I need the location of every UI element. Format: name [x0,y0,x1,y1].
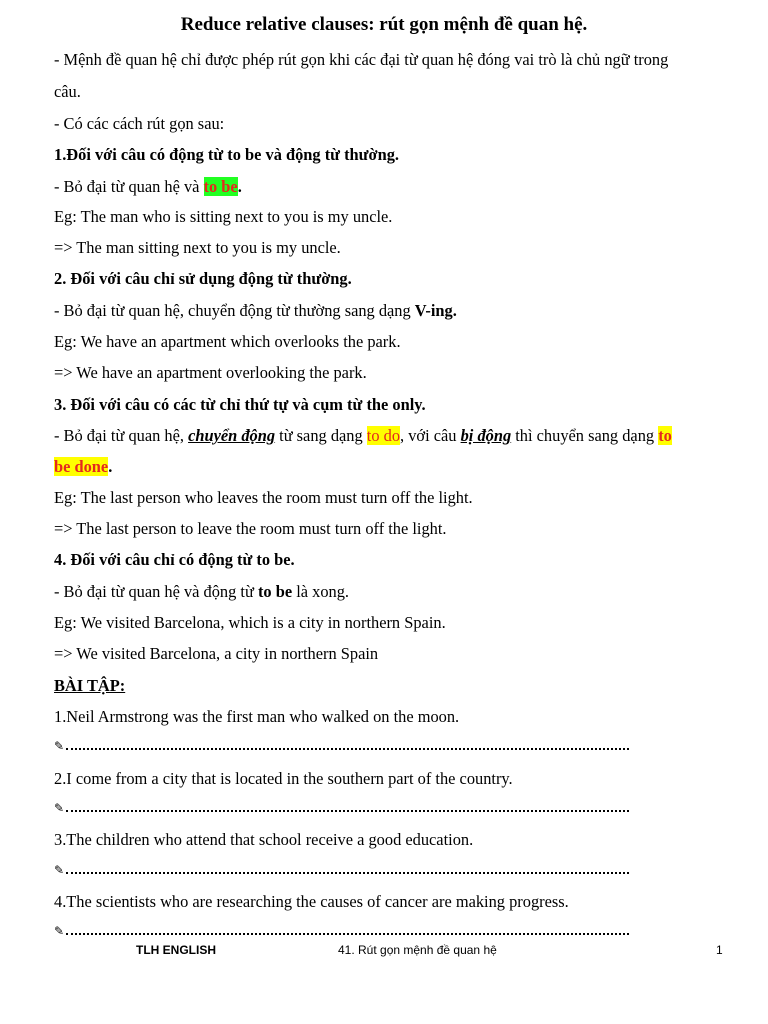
page-number: 1 [716,943,723,957]
section-4-result: => We visited Barcelona, a city in northern Spain [54,644,379,663]
rule-text-4: thì chuyển sang dạng [511,426,659,445]
rule-end: là xong. [292,582,350,601]
answer-line[interactable] [54,857,629,877]
section-4-heading: 4. Đối với câu chỉ có động từ to be. [54,550,295,569]
answer-line[interactable] [54,795,629,815]
footer-brand: TLH ENGLISH [136,943,216,957]
exercise-item: 1.Neil Armstrong was the first man who walked on the moon. [54,707,460,726]
exercise-item: 2.I come from a city that is located in the southern part of the country. [54,769,513,788]
pencil-icon: ✎ [54,924,65,938]
rule-emphasis-2: bị động [460,426,512,445]
section-1-rule [54,177,724,197]
exercise-item: 3.The children who attend that school receive a good education. [54,830,474,849]
pencil-icon: ✎ [54,863,65,877]
section-1-heading: 1.Đối với câu có động từ to be và động từ thường. [54,145,399,164]
section-3-example: Eg: The last person who leaves the room must turn off the light. [54,488,473,507]
highlight-to-do: to do [366,426,401,445]
dotted-line [66,919,629,935]
intro-line-2: - Có các cách rút gọn sau: [54,114,225,133]
rule-text: - Bỏ đại từ quan hệ và [54,177,204,196]
highlight-to: to [658,426,672,445]
section-1-result: => The man sitting next to you is my uncle. [54,238,341,257]
answer-line[interactable] [54,918,629,938]
footer-title: 41. Rút gọn mệnh đề quan hệ [338,943,497,957]
page-footer [0,943,768,961]
rule-end: . [108,457,113,476]
dotted-line [66,734,629,750]
pencil-icon: ✎ [54,739,65,753]
rule-text: - Bỏ đại từ quan hệ, [54,426,189,445]
highlight-to-be: to be [203,177,238,196]
rule-text: - Bỏ đại từ quan hệ và động từ [54,582,258,601]
intro-line-1: - Mệnh đề quan hệ chỉ được phép rút gọn khi các đại từ quan hệ đóng vai trò là chủ ngữ trong [54,50,669,69]
section-2-rule [54,301,724,321]
exercise-item: 4.The scientists who are researching the causes of cancer are making progress. [54,892,569,911]
section-3-rule [54,426,724,446]
intro-line-1-cont: câu. [54,82,81,101]
section-3-result: => The last person to leave the room must turn off the light. [54,519,447,538]
rule-text: - Bỏ đại từ quan hệ, chuyển động từ thường sang dạng [54,301,415,320]
dotted-line [66,796,629,812]
rule-emphasis-1: chuyển động [188,426,276,445]
exercises-heading: BÀI TẬP: [54,676,126,695]
pencil-icon: ✎ [54,801,65,815]
section-3-heading: 3. Đối với câu có các từ chỉ thứ tự và cụm từ the only. [54,395,426,414]
page-title: Reduce relative clauses: rút gọn mệnh đề quan hệ. [180,14,588,35]
section-2-result: => We have an apartment overlooking the park. [54,363,367,382]
rule-bold: V-ing. [414,301,457,320]
dotted-line [66,858,629,874]
section-2-example: Eg: We have an apartment which overlooks the park. [54,332,401,351]
rule-text-2: từ sang dạng [275,426,367,445]
section-4-rule [54,582,724,602]
rule-end: . [237,177,242,196]
section-2-heading: 2. Đối với câu chỉ sử dụng động từ thường. [54,269,352,288]
rule-bold: to be [257,582,293,601]
section-1-example: Eg: The man who is sitting next to you is my uncle. [54,207,393,226]
section-3-rule-cont [54,457,724,477]
rule-text-3: , với câu [400,426,461,445]
answer-line[interactable] [54,733,629,753]
highlight-be-done: be done [54,457,109,476]
section-4-example: Eg: We visited Barcelona, which is a city in northern Spain. [54,613,446,632]
